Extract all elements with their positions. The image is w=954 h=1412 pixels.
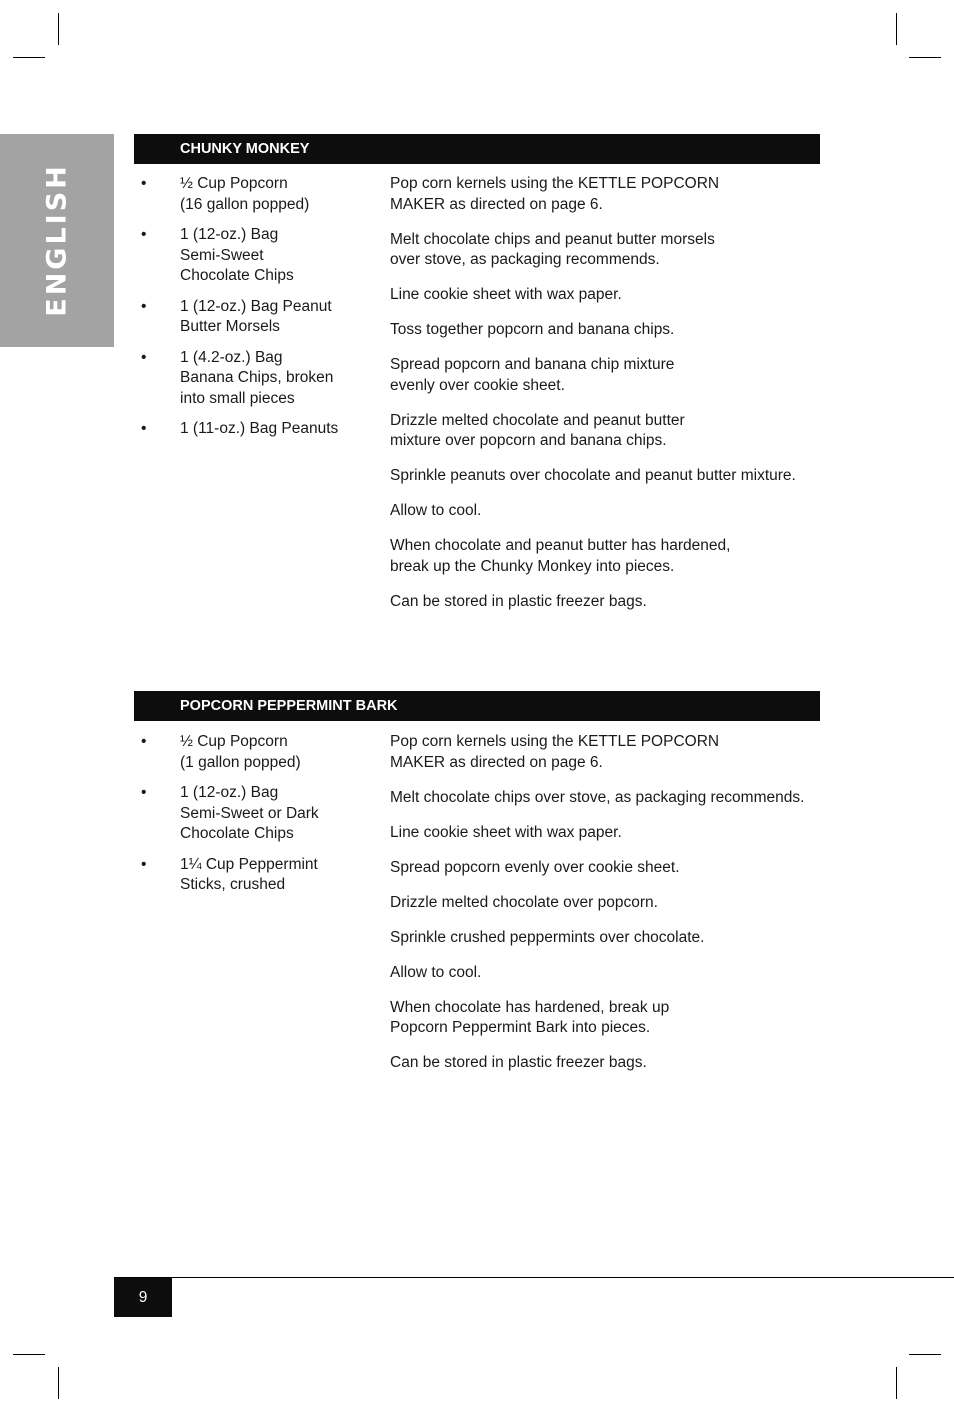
- step: [390, 230, 830, 271]
- bullet: •: [141, 733, 147, 750]
- crop-mark: [58, 13, 59, 45]
- language-tab: [0, 134, 114, 347]
- bullet: •: [141, 420, 147, 437]
- bullet: •: [141, 226, 147, 243]
- ingredient-line: Butter Morsels: [180, 318, 280, 335]
- step-line: Popcorn Peppermint Bark into pieces.: [390, 1019, 651, 1036]
- crop-mark: [13, 1354, 45, 1355]
- bullet: •: [141, 175, 147, 192]
- step: [390, 858, 830, 879]
- bullet: •: [141, 784, 147, 801]
- ingredient-item: [134, 348, 374, 410]
- ingredient-line: (16 gallon popped): [180, 195, 310, 213]
- step-line: Toss together popcorn and banana chips.: [390, 321, 675, 338]
- step: [390, 285, 830, 306]
- ingredient-line: 1 (11-oz.) Bag Peanuts: [180, 420, 339, 437]
- step: [390, 320, 830, 341]
- step-line: When chocolate has hardened, break up: [390, 998, 670, 1016]
- step: [390, 788, 830, 809]
- step: [390, 963, 830, 984]
- footer-rule: [114, 1277, 954, 1278]
- ingredient-line: Sticks, crushed: [180, 876, 286, 893]
- ingredient-item: [134, 783, 374, 845]
- step-line: Allow to cool.: [390, 502, 482, 519]
- step-line: When chocolate and peanut butter has hardened,: [390, 537, 731, 554]
- ingredient-line: Semi-Sweet or Dark: [180, 804, 319, 822]
- crop-mark: [58, 1367, 59, 1399]
- ingredient-line: 1 (12-oz.) Bag: [180, 226, 279, 243]
- ingredient-line: Banana Chips, broken: [180, 369, 334, 386]
- ingredient-list: [134, 174, 374, 450]
- step-line: Spread popcorn evenly over cookie sheet.: [390, 858, 680, 876]
- step-line: Sprinkle crushed peppermints over chocolate.: [390, 928, 705, 946]
- step-line: mixture over popcorn and banana chips.: [390, 432, 667, 449]
- step-line: Spread popcorn and banana chip mixture: [390, 356, 675, 373]
- step-line: Line cookie sheet with wax paper.: [390, 823, 622, 841]
- step-line: Pop corn kernels using the KETTLE POPCORN: [390, 733, 720, 750]
- step-list: [390, 732, 830, 1088]
- ingredient-line: ½ Cup Popcorn: [180, 733, 288, 750]
- step: [390, 501, 830, 522]
- recipe-chunky-monkey: [134, 134, 820, 610]
- recipe-popcorn-peppermint-bark: [134, 691, 820, 1071]
- crop-mark: [896, 1367, 897, 1399]
- step: [390, 1053, 830, 1074]
- bullet: •: [141, 855, 147, 873]
- ingredient-line: 1 (12-oz.) Bag: [180, 784, 279, 801]
- page-number: 9: [114, 1278, 172, 1317]
- step-line: over stove, as packaging recommends.: [390, 251, 660, 268]
- step: [390, 732, 830, 773]
- ingredient-item: [134, 225, 374, 287]
- step: [390, 411, 830, 452]
- ingredient-line: 1¼ Cup Peppermint: [180, 855, 318, 873]
- ingredient-line: 1 (4.2-oz.) Bag: [180, 348, 283, 366]
- bullet: •: [141, 297, 147, 315]
- ingredient-line: Chocolate Chips: [180, 267, 294, 284]
- ingredient-item: [134, 174, 374, 215]
- recipe-title: CHUNKY MONKEY: [134, 134, 820, 164]
- step: [390, 466, 830, 487]
- step-line: MAKER as directed on page 6.: [390, 753, 603, 771]
- step-line: Can be stored in plastic freezer bags.: [390, 592, 647, 610]
- recipe-title: POPCORN PEPPERMINT BARK: [134, 691, 820, 721]
- step-line: evenly over cookie sheet.: [390, 376, 565, 394]
- step: [390, 823, 830, 844]
- step-line: Line cookie sheet with wax paper.: [390, 286, 622, 303]
- step: [390, 893, 830, 914]
- step-line: Pop corn kernels using the KETTLE POPCORN: [390, 175, 720, 192]
- crop-mark: [909, 57, 941, 58]
- language-tab-label: ENGLISH: [41, 163, 73, 317]
- step-line: Sprinkle peanuts over chocolate and peanut butter mixture.: [390, 467, 796, 484]
- step-line: break up the Chunky Monkey into pieces.: [390, 557, 675, 575]
- ingredient-line: into small pieces: [180, 389, 295, 407]
- ingredient-line: 1 (12-oz.) Bag Peanut: [180, 297, 332, 315]
- step: [390, 174, 830, 215]
- ingredient-list: [134, 732, 374, 906]
- ingredient-line: Semi-Sweet: [180, 246, 264, 264]
- ingredient-item: [134, 419, 374, 440]
- step-line: Drizzle melted chocolate over popcorn.: [390, 893, 658, 911]
- ingredient-line: Chocolate Chips: [180, 825, 294, 842]
- step-line: Melt chocolate chips over stove, as packaging recommends.: [390, 788, 805, 806]
- step-line: Melt chocolate chips and peanut butter morsels: [390, 230, 715, 248]
- crop-mark: [13, 57, 45, 58]
- step-line: MAKER as directed on page 6.: [390, 195, 603, 213]
- ingredient-item: [134, 855, 374, 896]
- ingredient-item: [134, 297, 374, 338]
- crop-mark: [896, 13, 897, 45]
- step: [390, 536, 830, 577]
- step: [390, 355, 830, 396]
- step: [390, 592, 830, 613]
- step: [390, 998, 830, 1039]
- step-line: Drizzle melted chocolate and peanut butter: [390, 411, 685, 429]
- step-line: Can be stored in plastic freezer bags.: [390, 1054, 647, 1071]
- step-list: [390, 174, 830, 627]
- ingredient-line: ½ Cup Popcorn: [180, 175, 288, 192]
- ingredient-item: [134, 732, 374, 773]
- step: [390, 928, 830, 949]
- crop-mark: [909, 1354, 941, 1355]
- ingredient-line: (1 gallon popped): [180, 753, 301, 771]
- bullet: •: [141, 348, 147, 366]
- step-line: Allow to cool.: [390, 963, 482, 981]
